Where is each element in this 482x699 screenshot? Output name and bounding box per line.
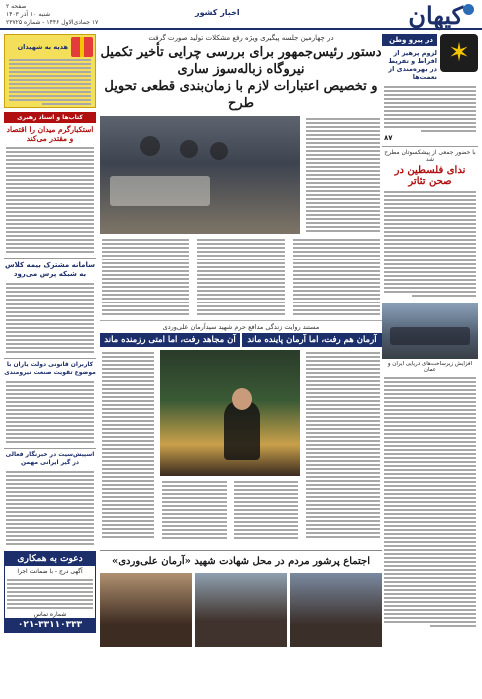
dedication-text xyxy=(7,57,93,107)
right-story3-caption: افزایش زیرساخت‌های دریایی ایران و عمان xyxy=(387,361,473,373)
emblem-icon xyxy=(440,34,478,72)
bottom-photo-2 xyxy=(195,573,287,647)
masthead-logo xyxy=(408,1,476,30)
section-title: اخبار کشور xyxy=(195,8,240,17)
arman-banner xyxy=(100,333,382,347)
right-box xyxy=(382,34,478,81)
left-story4-text xyxy=(4,469,96,547)
issue-info xyxy=(6,3,98,27)
left-story4-title: اسپیش‌سیت در خبرنگار فعالی در گیر ایرانی مهمن xyxy=(4,448,96,469)
date-line: شنبه ۱۰ آذر ۱۴۰۳ xyxy=(6,11,51,18)
banner-left: آن مجاهد رفت، اما امتی رزمنده ماند xyxy=(100,333,242,347)
gift-icon xyxy=(71,37,93,57)
arman-kicker: مستند روایت زندگی مدافع حرم شهید سیدآرمان علی‌وردی xyxy=(100,320,382,331)
arman-text-right xyxy=(304,350,382,546)
footer-ad xyxy=(4,551,96,633)
lead-text-a xyxy=(291,237,382,317)
right-story2-text xyxy=(382,189,478,299)
dedication-title: هدیه به شهیدان xyxy=(17,43,68,51)
left-story2-text xyxy=(4,281,96,355)
lead-kicker: در چهارمین جلسه پیگیری ویژه رفع مشکلات تولید صورت گرفت xyxy=(148,34,334,42)
lead-text-col-right xyxy=(304,116,382,234)
page-label: صفحه ۲ xyxy=(6,3,27,10)
footer-ad-line1: آگهی درج - با ضمانت اجرا xyxy=(17,568,83,575)
footer-ad-title: دعوت به همکاری xyxy=(5,552,95,566)
masthead-text: کیهان xyxy=(408,1,463,30)
banner-right: آرمان هم رفت، اما آرمان پاینده ماند xyxy=(242,333,382,347)
right-story1-text xyxy=(382,84,478,134)
left-story3-text xyxy=(4,379,96,445)
center-column xyxy=(100,34,382,694)
footer-ad-line2: شماره تماس xyxy=(33,611,67,618)
left-story1-bar: کتاب‌ها و اسناد رهبری xyxy=(4,112,96,123)
lead-text-c xyxy=(100,237,191,317)
lead-headline-2: و تخصیص اعتبارات لازم با زمان‌بندی قطعی تحویل طرح xyxy=(104,79,378,111)
footer-ad-phone: ۰۲۱-۳۳۱۱۰۳۳۳ xyxy=(5,618,95,632)
lead-headline-1: دستور رئیس‌جمهور برای بررسی چرایی تأخیر تکمیل نیروگاه زباله‌سوز ساری xyxy=(100,45,382,77)
right-story1-number: ۸۷ xyxy=(384,134,393,142)
left-story1-title: استکبارگرم میدان را اقتصاد و مقتدر می‌کند xyxy=(6,125,94,143)
arman-photo xyxy=(160,350,300,476)
arman-text-left xyxy=(100,350,156,546)
right-story3-text xyxy=(382,375,478,629)
page-header xyxy=(0,0,482,30)
bottom-photo-3 xyxy=(100,573,192,647)
right-story2-title: ندای فلسطین در صحن تئاتر xyxy=(394,165,466,187)
bottom-photos xyxy=(100,573,382,647)
arman-block xyxy=(100,350,382,546)
issue-line: ۱۷ جمادی‌الاول ۱۴۴۶ - شماره ۲۳۷۲۵ xyxy=(6,19,99,26)
left-story2-title: سامانه مشترک بیمه کلاس به شبکه پرس می‌رود xyxy=(4,258,96,281)
right-story2-kicker: با حضور جمعی از پیشکسوتان مطرح شد xyxy=(384,149,476,163)
bottom-photo-1 xyxy=(290,573,382,647)
footer-ad-text xyxy=(5,577,95,611)
right-story3-photo xyxy=(382,303,478,359)
lead-photo xyxy=(100,116,300,234)
dedication-box xyxy=(4,34,96,108)
right-box-title: در پیرو وطن xyxy=(382,34,437,46)
right-story1-title: لزوم پرهیز از افراط و تفریط در بهره‌مندی از نعمت‌ها xyxy=(388,49,437,81)
bottom-headline: اجتماع پرشور مردم در محل شهادت شهید «آرمان علی‌وردی» xyxy=(100,550,382,570)
left-column xyxy=(4,34,96,694)
logo-dot-icon xyxy=(463,4,474,15)
left-story1-text xyxy=(4,145,96,255)
lead-story-block xyxy=(100,116,382,234)
right-column xyxy=(382,34,478,694)
left-story3-title: کاربران قانونی دولت یاران با موضوع تقویت صنعت نیرومندی xyxy=(4,358,96,379)
lead-text-b xyxy=(195,237,286,317)
lead-text-row xyxy=(100,237,382,317)
